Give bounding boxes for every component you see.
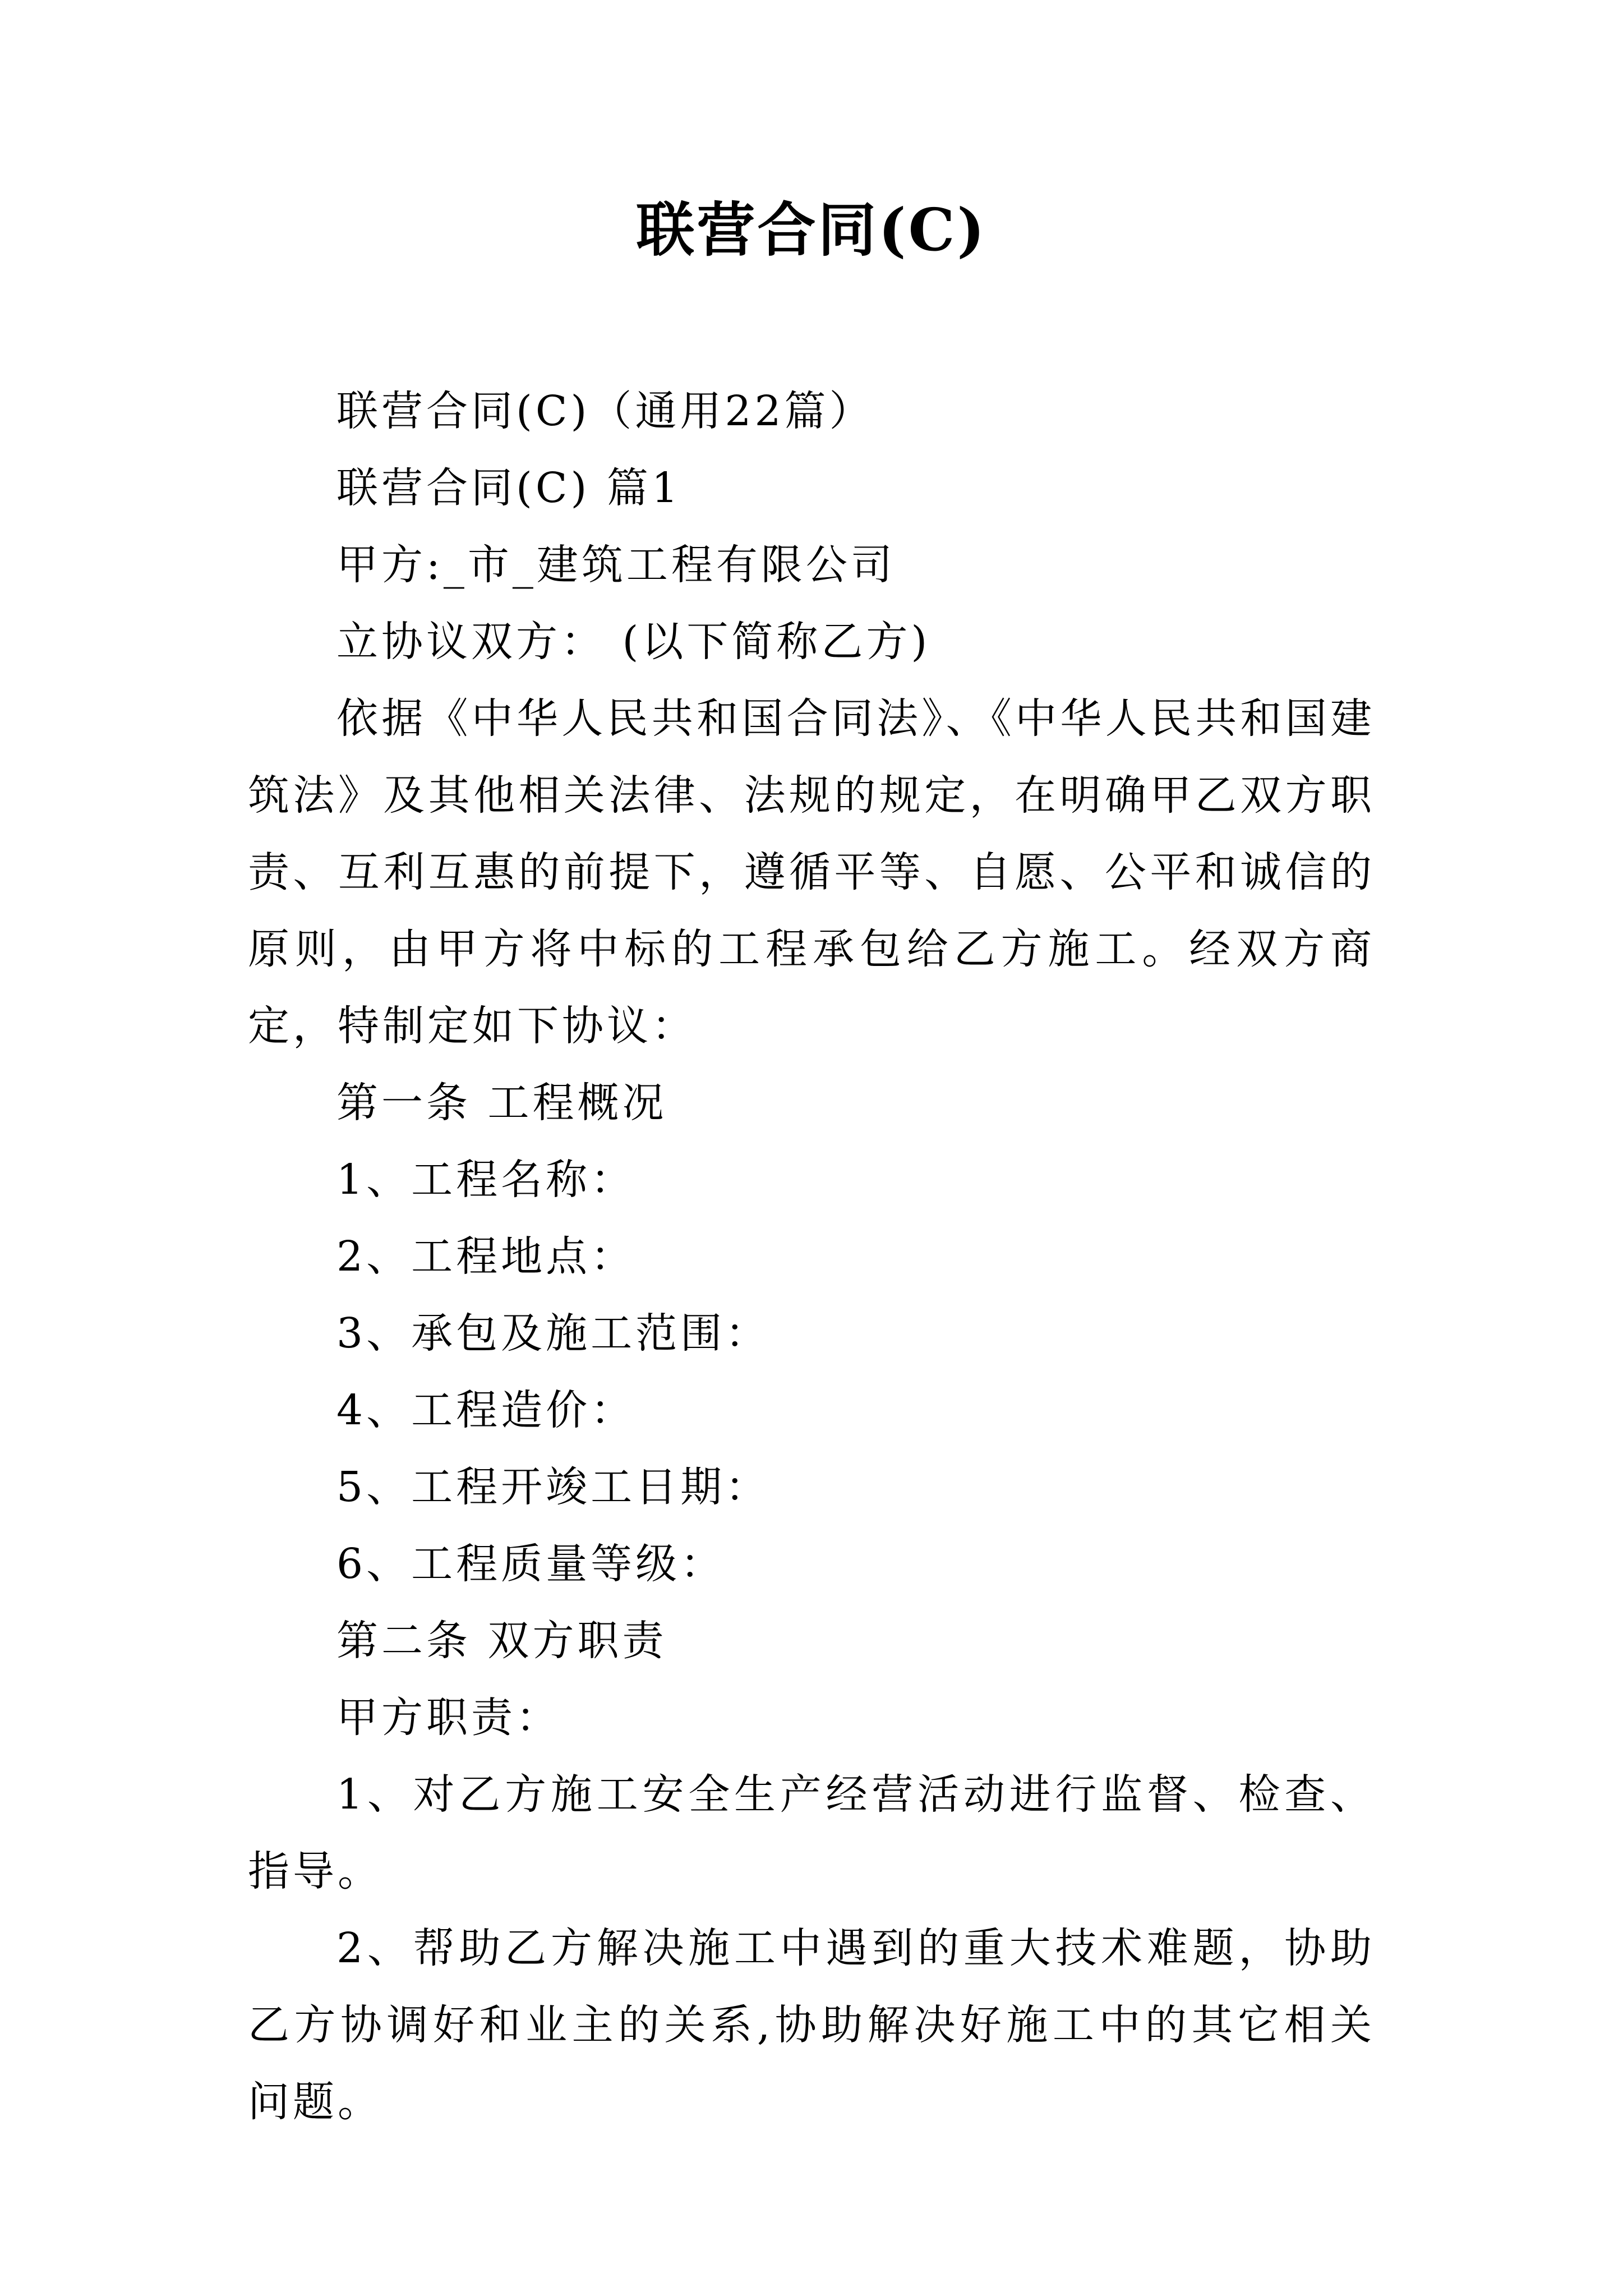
paragraph-subtitle: 联营合同(C)（通用22篇） [336, 387, 874, 435]
paragraph-preamble: 依据《中华人民共和国合同法》、《中华人民共和国建筑法》及其他相关法律、法规的规定，在明确甲乙双方职责、互利互惠的前提下，遵循平等、自愿、公平和诚信的原则，由甲方将中标的工程承包给乙方施工。经双方商定，特制定如下协议： [248, 694, 1375, 1050]
paragraph-article-2: 第二条 双方职责 [336, 1617, 667, 1665]
paragraph-item-dates: 5、工程开竣工日期： [336, 1463, 771, 1511]
paragraph-item-cost: 4、工程造价： [336, 1386, 636, 1434]
paragraph-item-project-location: 2、工程地点： [336, 1232, 636, 1281]
paragraph-parties: 立协议双方： (以下简称乙方) [336, 618, 931, 666]
paragraph-item-scope: 3、承包及施工范围： [336, 1309, 771, 1358]
paragraph-section-heading: 联营合同(C) 篇1 [336, 464, 681, 512]
paragraph-item-project-name: 1、工程名称： [336, 1156, 636, 1204]
paragraph-party-a: 甲方:_市_建筑工程有限公司 [336, 541, 896, 589]
paragraph-duty-1: 1、对乙方施工安全生产经营活动进行监督、检查、指导。 [248, 1770, 1375, 1895]
paragraph-party-a-duties: 甲方职责： [336, 1694, 561, 1742]
paragraph-item-quality: 6、工程质量等级： [336, 1540, 726, 1588]
paragraph-duty-2: 2、帮助乙方解决施工中遇到的重大技术难题，协助乙方协调好和业主的关系,协助解决好施工中的其它相关问题。 [248, 1924, 1375, 2126]
document-title: 联营合同(C) [636, 195, 987, 264]
document-body [248, 373, 1375, 2141]
paragraph-article-1: 第一条 工程概况 [336, 1079, 667, 1127]
